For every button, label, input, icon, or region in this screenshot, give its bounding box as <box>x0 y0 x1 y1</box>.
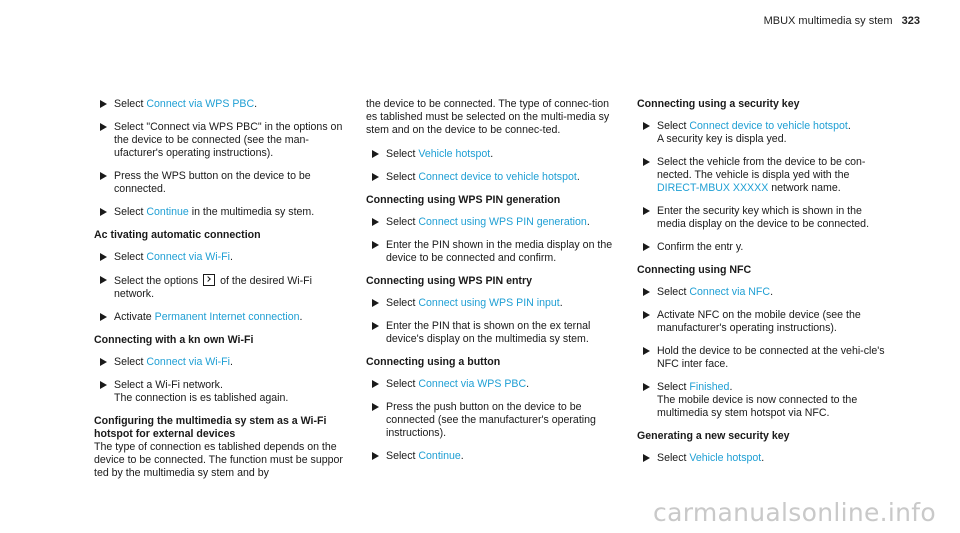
arrow-bullet-icon <box>100 313 107 321</box>
menu-item-link[interactable]: Vehicle hotspot <box>689 452 762 464</box>
arrow-bullet-icon <box>100 358 107 366</box>
menu-item-link[interactable]: Connect via NFC <box>689 286 771 298</box>
step: Select Connect using WPS PIN input. <box>366 297 622 310</box>
step: Select Vehicle hotspot. <box>637 452 893 465</box>
menu-item-link[interactable]: Connect via Wi-Fi <box>146 251 230 263</box>
step: Activate Permanent Internet connection. <box>94 311 350 324</box>
column-3 <box>637 98 893 475</box>
step: Select Connect via NFC. <box>637 286 893 299</box>
section-heading: Ac tivating automatic connection <box>94 229 261 241</box>
step: Select Continue in the multimedia sy stem. <box>94 206 350 219</box>
network-name-link[interactable]: DIRECT-MBUX XXXXX <box>657 182 769 194</box>
arrow-bullet-icon <box>100 381 107 389</box>
step: Select Finished. The mobile device is now connected to the multimedia sy stem hotspot via NFC. <box>637 381 893 420</box>
step: Select Continue. <box>366 450 622 463</box>
step: Enter the PIN shown in the media display on the device to be connected and confirm. <box>366 239 622 265</box>
arrow-bullet-icon <box>643 158 650 166</box>
step: Enter the PIN that is shown on the ex ternal device's display on the multimedia sy stem. <box>366 320 622 346</box>
step: Hold the device to be connected at the vehi-cle's NFC inter face. <box>637 345 893 371</box>
step: Select Connect via WPS PBC. <box>366 378 622 391</box>
step: Select Connect device to vehicle hotspot. A security key is displa yed. <box>637 120 893 146</box>
section-heading: Connecting using a security key <box>637 98 800 110</box>
step: Select "Connect via WPS PBC" in the options on the device to be connected (see the man-ufacturer's operating instructions). <box>94 121 350 160</box>
step: Select Connect device to vehicle hotspot. <box>366 171 622 184</box>
arrow-bullet-icon <box>100 100 107 108</box>
menu-item-link[interactable]: Connect via WPS PBC <box>418 378 527 390</box>
step: Press the WPS button on the device to be connected. <box>94 170 350 196</box>
arrow-bullet-icon <box>100 123 107 131</box>
arrow-bullet-icon <box>643 347 650 355</box>
watermark: carmanualsonline.info <box>653 498 936 527</box>
arrow-bullet-icon <box>372 403 379 411</box>
body-paragraph: the device to be connected. The type of connec-tion es tablished must be selected on the multi-media sy stem and on the device to be connec-ted. <box>366 98 610 136</box>
menu-item-link[interactable]: Permanent Internet connection <box>154 311 300 323</box>
section-heading: Generating a new security key <box>637 430 790 442</box>
step: Select Connect via Wi-Fi. <box>94 251 350 264</box>
arrow-bullet-icon <box>372 380 379 388</box>
arrow-bullet-icon <box>372 150 379 158</box>
arrow-bullet-icon <box>100 208 107 216</box>
page-number: 323 <box>901 15 920 27</box>
section-heading: Connecting using WPS PIN generation <box>366 194 561 206</box>
arrow-bullet-icon <box>372 452 379 460</box>
step: Activate NFC on the mobile device (see the manufacturer's operating instructions). <box>637 309 893 335</box>
arrow-bullet-icon <box>643 383 650 391</box>
step: Select Vehicle hotspot. <box>366 148 622 161</box>
arrow-bullet-icon <box>643 122 650 130</box>
body-paragraph: The type of connection es tablished depends on the device to be connected. The function must be suppor ted by the multimedia sy stem and by <box>94 441 343 479</box>
arrow-bullet-icon <box>372 218 379 226</box>
step: Select the options of the desired Wi-Fi network. <box>94 274 350 301</box>
step: Select Connect via WPS PBC. <box>94 98 350 111</box>
column-1 <box>94 98 350 491</box>
arrow-bullet-icon <box>643 454 650 462</box>
options-chevron-icon <box>203 274 215 286</box>
column-2 <box>366 98 622 473</box>
arrow-bullet-icon <box>643 207 650 215</box>
step: Select the vehicle from the device to be con-nected. The vehicle is displa yed with the DIRECT-MBUX XXXXX network name. <box>637 156 893 195</box>
arrow-bullet-icon <box>100 253 107 261</box>
menu-item-link[interactable]: Connect via Wi-Fi <box>146 356 230 368</box>
arrow-bullet-icon <box>372 322 379 330</box>
arrow-bullet-icon <box>643 311 650 319</box>
arrow-bullet-icon <box>643 288 650 296</box>
header-title: MBUX multimedia sy stem <box>763 15 893 27</box>
section-heading: Connecting using a button <box>366 356 501 368</box>
step: Select Connect via Wi-Fi. <box>94 356 350 369</box>
step: Select Connect using WPS PIN generation. <box>366 216 622 229</box>
menu-item-link[interactable]: Connect device to vehicle hotspot <box>418 171 577 183</box>
arrow-bullet-icon <box>372 299 379 307</box>
step: Enter the security key which is shown in the media display on the device to be connected. <box>637 205 893 231</box>
menu-item-link[interactable]: Continue <box>146 206 189 218</box>
menu-item-link[interactable]: Finished <box>689 381 730 393</box>
menu-item-link[interactable]: Connect using WPS PIN generation <box>418 216 587 228</box>
running-header <box>764 15 920 27</box>
section-heading: Connecting using WPS PIN entry <box>366 275 532 287</box>
menu-item-link[interactable]: Connect device to vehicle hotspot <box>689 120 848 132</box>
step: Press the push button on the device to be connected (see the manufacturer's operating instructions). <box>366 401 622 440</box>
section-heading: Connecting with a kn own Wi-Fi <box>94 334 254 346</box>
menu-item-link[interactable]: Connect using WPS PIN input <box>418 297 560 309</box>
arrow-bullet-icon <box>372 173 379 181</box>
step: Confirm the entr y. <box>637 241 893 254</box>
step: Select a Wi-Fi network. The connection is es tablished again. <box>94 379 350 405</box>
section-heading: Connecting using NFC <box>637 264 752 276</box>
arrow-bullet-icon <box>100 276 107 284</box>
arrow-bullet-icon <box>372 241 379 249</box>
arrow-bullet-icon <box>100 172 107 180</box>
section-heading: Configuring the multimedia sy stem as a Wi-Fi hotspot for external devices <box>94 415 327 440</box>
menu-item-link[interactable]: Vehicle hotspot <box>418 148 491 160</box>
menu-item-link[interactable]: Continue <box>418 450 461 462</box>
arrow-bullet-icon <box>643 243 650 251</box>
menu-item-link[interactable]: Connect via WPS PBC <box>146 98 255 110</box>
